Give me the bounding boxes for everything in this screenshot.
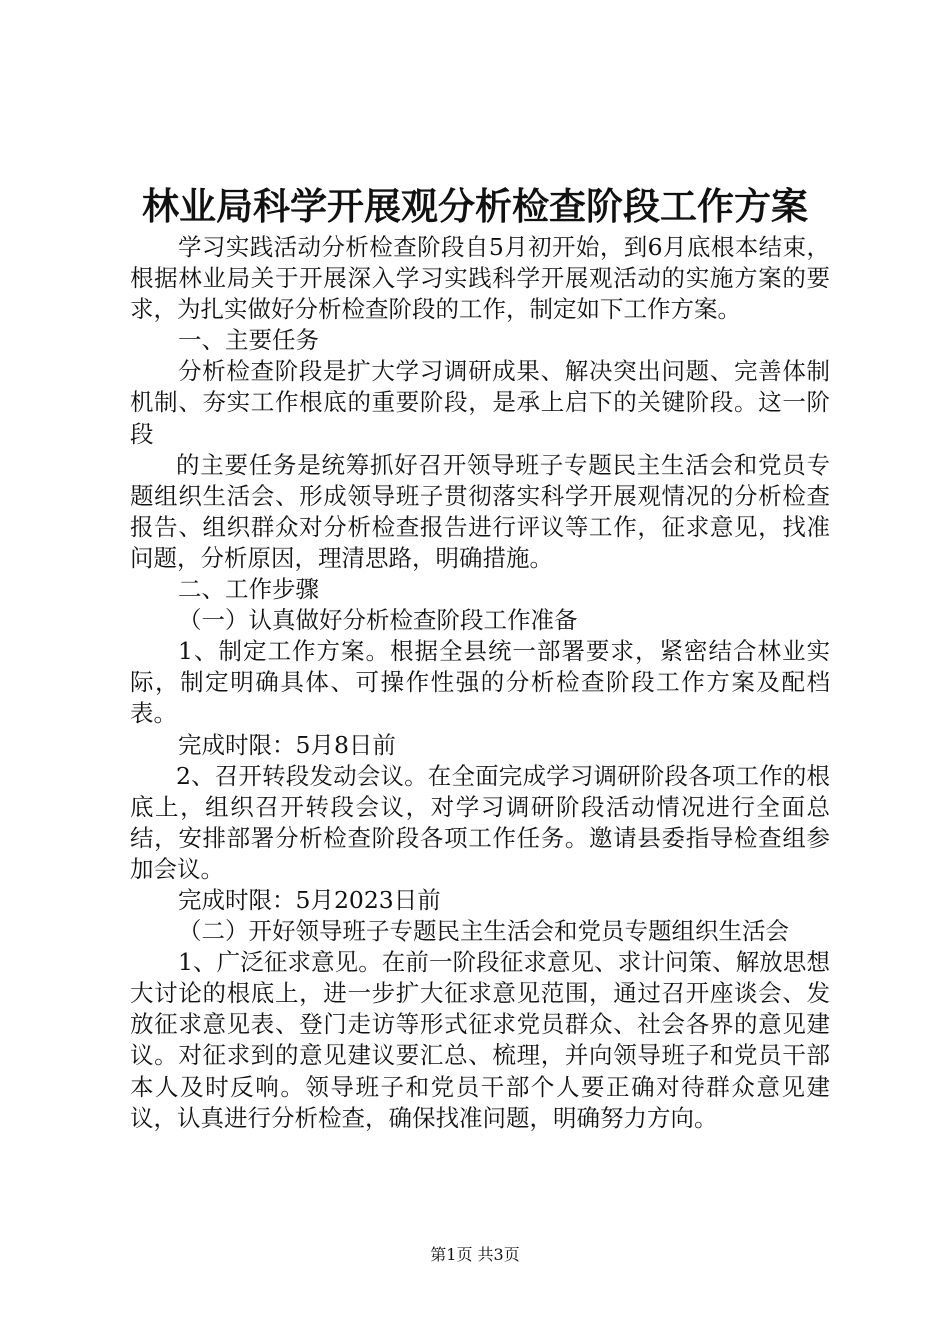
- paragraph-solicit-opinions: 1、广泛征求意见。在前一阶段征求意见、求计问策、解放思想大讨论的根底上，进一步扩大征求意见范围，通过召开座谈会、发放征求意见表、登门走访等形式征求党员群众、社会各界的意见建议。对征求到的意见建议要汇总、梳理，并向领导班子和党员干部本人及时反响。领导班子和党员干部个人要正确对待群众意见建议，认真进行分析检查，确保找准问题，明确努力方向。: [130, 948, 830, 1132]
- paragraph-step-2: 2、召开转段发动会议。在全面完成学习调研阶段各项工作的根底上，组织召开转段会议，对学习调研阶段活动情况进行全面总结，安排部署分析检查阶段各项工作任务。邀请县委指导检查组参加会议。: [130, 761, 830, 883]
- heading-main-tasks: 一、主要任务: [178, 326, 319, 355]
- document-body: [130, 232, 830, 1134]
- deadline-step-1: 完成时限：5月8日前: [178, 730, 396, 759]
- subheading-preparation: （一）认真做好分析检查阶段工作准备: [178, 606, 578, 635]
- paragraph-intro: 学习实践活动分析检查阶段自5月初开始，到6月底根本结束，根据林业局关于开展深入学习实践科学开展观活动的实施方案的要求，为扎实做好分析检查阶段的工作，制定如下工作方案。: [130, 233, 830, 324]
- deadline-step-2: 完成时限：5月2023日前: [178, 885, 441, 914]
- paragraph-step-1: 1、制定工作方案。根据全县统一部署要求，紧密结合林业实际，制定明确具体、可操作性强的分析检查阶段工作方案及配档表。: [130, 637, 830, 728]
- document-title: 林业局科学开展观分析检查阶段工作方案: [142, 184, 808, 228]
- paragraph-tasks-1: 分析检查阶段是扩大学习调研成果、解决突出问题、完善体制机制、夯实工作根底的重要阶段，是承上启下的关键阶段。这一阶段: [130, 357, 830, 448]
- subheading-meetings: （二）开好领导班子专题民主生活会和党员专题组织生活会: [178, 917, 789, 946]
- heading-work-steps: 二、工作步骤: [178, 575, 319, 604]
- paragraph-tasks-2: 的主要任务是统筹抓好召开领导班子专题民主生活会和党员专题组织生活会、形成领导班子贯彻落实科学开展观情况的分析检查报告、组织群众对分析检查报告进行评议等工作，征求意见，找准问题，分析原因，理清思路，明确措施。: [130, 450, 830, 572]
- page-footer: 第1页 共3页: [430, 1245, 520, 1264]
